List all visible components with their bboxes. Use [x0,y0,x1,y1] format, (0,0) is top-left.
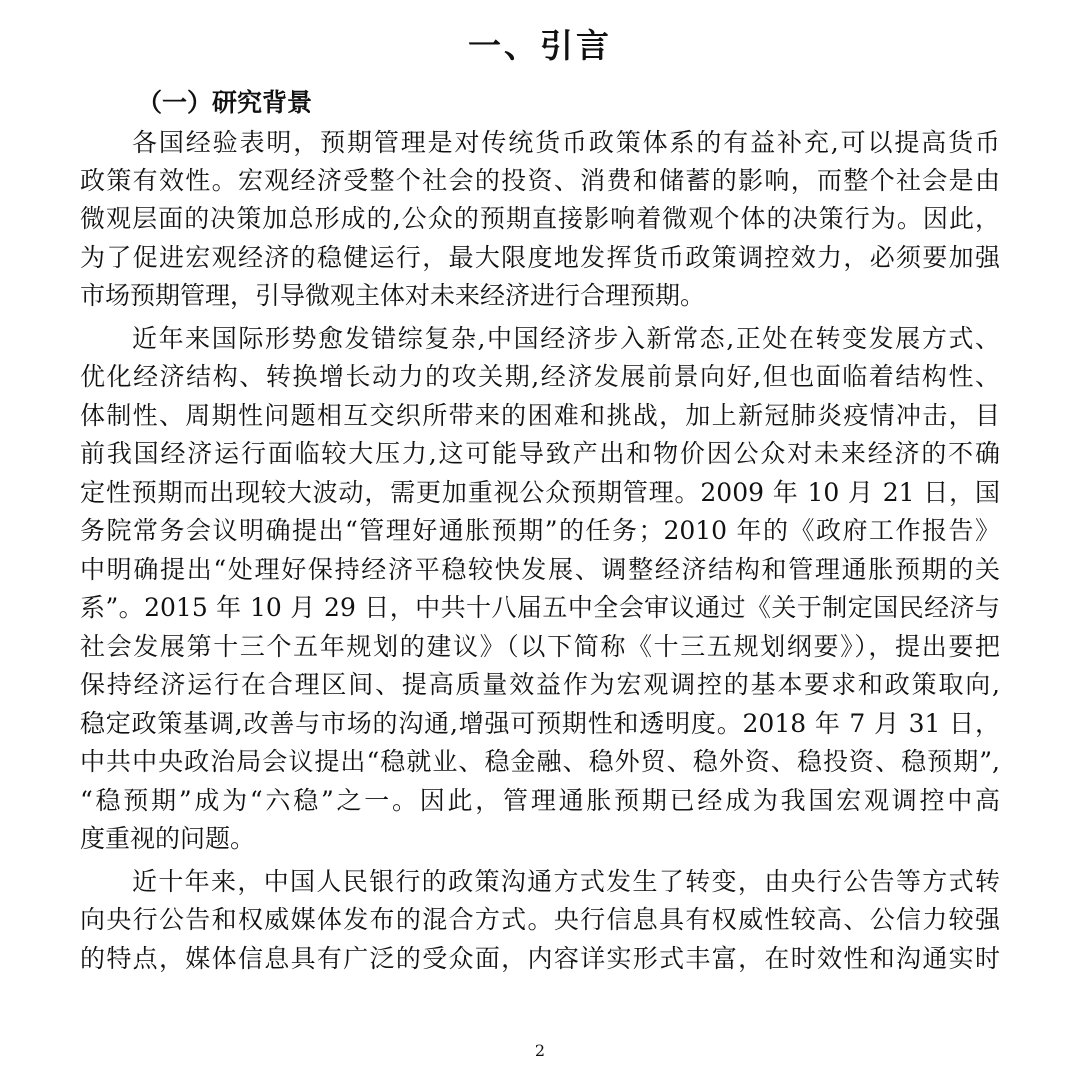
subsection-heading: （一）研究背景 [137,88,313,117]
body-line: 稳定政策基调,改善与市场的沟通,增强可预期性和透明度。2018 年 7 月 31 日， [80,709,1000,738]
body-line: 优化经济结构、转换增长动力的攻关期,经济发展前景向好,但也面临着结构性、 [80,362,1000,391]
body-line: 体制性、周期性问题相互交织所带来的困难和挑战，加上新冠肺炎疫情冲击，目 [80,401,1000,430]
body-line: 务院常务会议明确提出“管理好通胀预期”的任务；2010 年的《政府工作报告》 [80,516,1000,545]
section-title: 一、引言 [468,26,612,65]
body-line: 中共中央政治局会议提出“稳就业、稳金融、稳外贸、稳外资、稳投资、稳预期”, [80,747,1000,776]
body-line: 中明确提出“处理好保持经济平稳较快发展、调整经济结构和管理通胀预期的关 [80,555,1000,584]
body-line: 政策有效性。宏观经济受整个社会的投资、消费和储蓄的影响，而整个社会是由 [80,166,1000,195]
body-line: 的特点，媒体信息具有广泛的受众面，内容详实形式丰富，在时效性和沟通实时 [80,944,1000,973]
body-line: 系”。2015 年 10 月 29 日，中共十八届五中全会审议通过《关于制定国民经济与 [80,593,1000,622]
body-line: 微观层面的决策加总形成的,公众的预期直接影响着微观个体的决策行为。因此， [80,204,1000,233]
body-line: 度重视的问题。 [80,824,256,853]
body-line: 近年来国际形势愈发错综复杂,中国经济步入新常态,正处在转变发展方式、 [132,324,1000,353]
body-line: 前我国经济运行面临较大压力,这可能导致产出和物价因公众对未来经济的不确 [80,439,1000,468]
body-line: “稳预期”成为“六稳”之一。因此，管理通胀预期已经成为我国宏观调控中高 [80,786,1000,815]
body-line: 向央行公告和权威媒体发布的混合方式。央行信息具有权威性较高、公信力较强 [80,905,1000,934]
body-line: 市场预期管理，引导微观主体对未来经济进行合理预期。 [80,281,706,310]
body-line: 社会发展第十三个五年规划的建议》（以下简称《十三五规划纲要》），提出要把 [80,632,1000,661]
body-line: 保持经济运行在合理区间、提高质量效益作为宏观调控的基本要求和政策取向, [80,670,1000,699]
body-line: 定性预期而出现较大波动，需更加重视公众预期管理。2009 年 10 月 21 日，国 [80,478,1000,507]
body-line: 各国经验表明，预期管理是对传统货币政策体系的有益补充,可以提高货币 [132,128,1000,157]
page-number: 2 [534,1041,546,1060]
body-line: 为了促进宏观经济的稳健运行，最大限度地发挥货币政策调控效力，必须要加强 [80,243,1000,272]
body-line: 近十年来，中国人民银行的政策沟通方式发生了转变，由央行公告等方式转 [132,867,1000,896]
